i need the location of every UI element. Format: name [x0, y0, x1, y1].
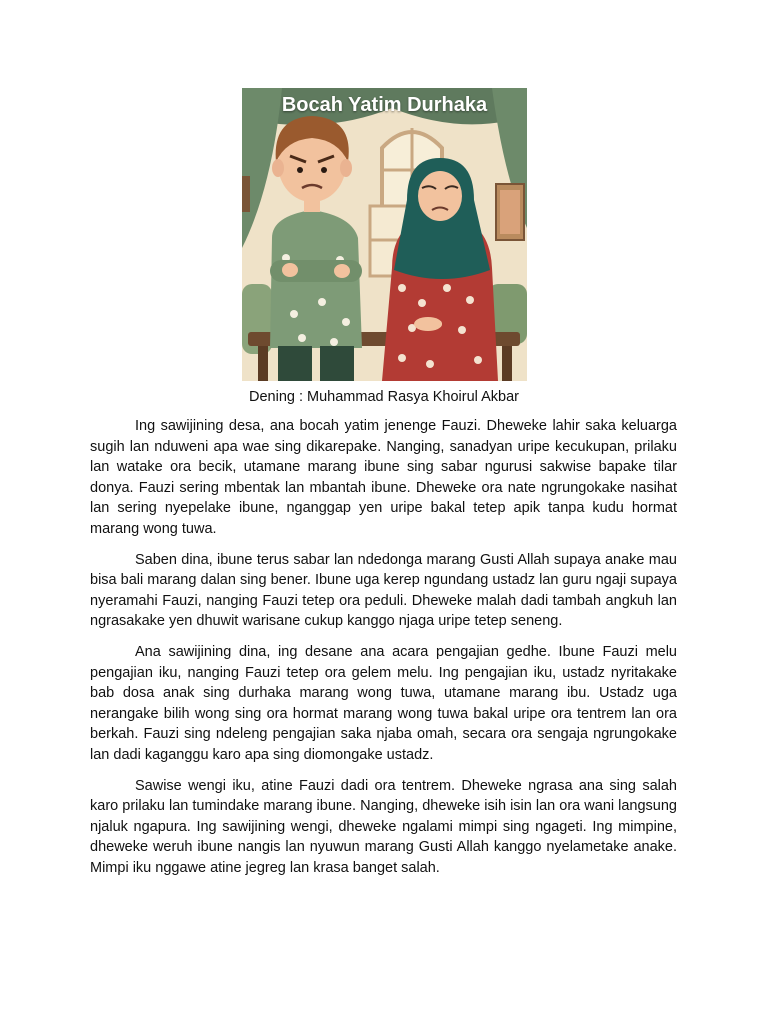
paragraph: Ing sawijining desa, ana bocah yatim jenenge Fauzi. Dheweke lahir saka keluarga sugih lan nduweni apa wae sing dikarepake. Nanging, sanadyan uripe kecukupan, prilaku lan watake ora becik, utamane marang ibune sing sabar ngurusi sakwise bapake tilar donya. Fauzi sering mbentak lan mbantah ibune. Dheweke ora nate ngrungokake nasihat lan sering nyepelake ibune, nganggap yen uripe bakal tetep apik tanpa kudu hormat marang wong tuwa.	[90, 418, 677, 537]
author-line: Dening : Muhammad Rasya Khoirul Akbar	[249, 389, 519, 405]
cover-illustration-art	[242, 88, 527, 381]
paragraph: Saben dina, ibune terus sabar lan ndedonga marang Gusti Allah supaya anake mau bisa bali marang dalan sing bener. Ibune uga kerep ngundang ustadz lan guru ngaji supaya nyeramahi Fauzi, nanging Fauzi tetep ora peduli. Dheweke malah dadi tambah angkuh lan ngrasakake yen dhuwit warisane cukup kanggo njaga uripe tetep seneng.	[90, 551, 677, 630]
cover-illustration	[242, 88, 527, 381]
cover-title: Bocah Yatim Durhaka	[281, 94, 488, 116]
paragraph: Sawise wengi iku, atine Fauzi dadi ora tentrem. Dheweke ngrasa ana sing salah karo prilaku lan tumindake marang ibune. Nanging, dheweke isih isin lan ora wani langsung njaluk ngapura. Ing sawijining wengi, dheweke ngalami mimpi sing ngageti. Ing mimpine, dheweke weruh ibune nangis lan nyuwun marang Gusti Allah kanggo nyelametake anake. Mimpi iku nggawe atine jegreg lan krasa banget salah.	[90, 777, 677, 876]
paragraph: Ana sawijining dina, ing desane ana acara pengajian gedhe. Ibune Fauzi melu pengajian iku, nanging Fauzi tetep ora gelem melu. Ing pengajian iku, ustadz nyritakake bab dosa anak sing durhaka marang wong tuwa, utamane marang ibu. Ustadz uga nerangake bilih wong sing ora hormat marang wong tuwa bakal uripe ora tentrem lan ora berkah. Fauzi sing ndeleng pengajian saka njaba omah, secara ora sengaja ngrungokake lan dadi kaganggu karo apa sing diomongake ustadz.	[90, 643, 677, 763]
story-body	[90, 416, 677, 888]
